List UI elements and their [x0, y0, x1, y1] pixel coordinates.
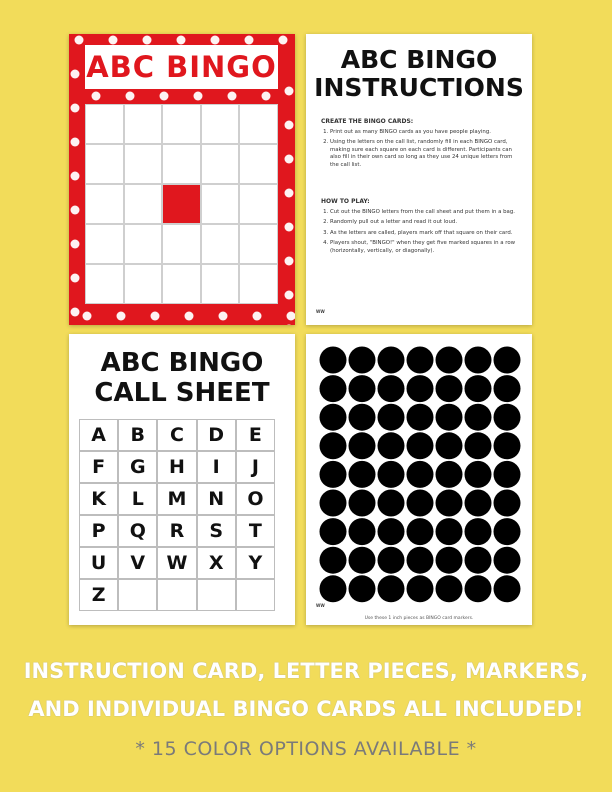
- bingo-marker-circle: [436, 432, 463, 459]
- bingo-marker-circle: [465, 347, 492, 374]
- bingo-square: [201, 144, 240, 184]
- polka-dot: [71, 206, 80, 215]
- call-letter-r: R: [157, 515, 196, 547]
- bingo-grid: [85, 104, 278, 304]
- bingo-marker-circle: [378, 518, 405, 545]
- bingo-marker-circle: [320, 461, 347, 488]
- bingo-square: [162, 264, 201, 304]
- bingo-marker-circle: [465, 490, 492, 517]
- bingo-square: [239, 144, 278, 184]
- call-letter-w: W: [157, 547, 196, 579]
- bingo-marker-circle: [407, 518, 434, 545]
- bingo-marker-circle: [407, 404, 434, 431]
- call-sheet-title-line2: CALL SHEET: [94, 378, 270, 408]
- call-empty-cell: [197, 579, 236, 611]
- polka-dot: [185, 312, 194, 321]
- bingo-square: [85, 184, 124, 224]
- brand-logo: WW: [316, 309, 325, 314]
- bingo-marker-circle: [378, 347, 405, 374]
- polka-dot: [287, 312, 296, 321]
- bingo-marker-circle: [349, 518, 376, 545]
- call-letter-b: B: [118, 419, 157, 451]
- bingo-marker-circle: [378, 375, 405, 402]
- bingo-marker-circle: [320, 518, 347, 545]
- polka-dot: [71, 104, 80, 113]
- polka-dot: [253, 312, 262, 321]
- bingo-marker-circle: [320, 404, 347, 431]
- bingo-marker-circle: [494, 375, 521, 402]
- bingo-marker-circle: [349, 575, 376, 602]
- play-step: 4. Players shout, "BINGO!" when they get five marked squares in a row (horizontally, vertically, or diagonally).: [330, 240, 522, 255]
- polka-dot: [245, 36, 254, 45]
- call-letter-u: U: [79, 547, 118, 579]
- bingo-marker-circle: [320, 432, 347, 459]
- polka-dot: [285, 121, 294, 130]
- color-options-note: * 15 COLOR OPTIONS AVAILABLE *: [135, 738, 477, 760]
- bingo-marker-circle: [407, 432, 434, 459]
- bingo-marker-circle: [378, 432, 405, 459]
- markers-caption: Use these 1 inch pieces as BINGO card markers.: [364, 616, 474, 621]
- call-letter-v: V: [118, 547, 157, 579]
- bingo-marker-circle: [465, 518, 492, 545]
- bingo-marker-circle: [378, 461, 405, 488]
- bingo-square: [85, 224, 124, 264]
- polka-dot: [71, 240, 80, 249]
- polka-dot: [219, 312, 228, 321]
- bingo-square: [162, 224, 201, 264]
- bingo-marker-circle: [436, 461, 463, 488]
- bingo-card-preview: [69, 34, 295, 325]
- bingo-marker-circle: [407, 575, 434, 602]
- bingo-marker-circle: [407, 347, 434, 374]
- bingo-card-title: ABC BINGO: [86, 50, 277, 84]
- bingo-marker-circle: [320, 347, 347, 374]
- headline-line1: INSTRUCTION CARD, LETTER PIECES, MARKERS,: [23, 659, 589, 683]
- call-letter-z: Z: [79, 579, 118, 611]
- bingo-marker-circle: [494, 404, 521, 431]
- play-step: 2. Randomly pull out a letter and read it out loud.: [330, 219, 522, 227]
- bingo-marker-circle: [349, 490, 376, 517]
- bingo-marker-circle: [349, 404, 376, 431]
- call-empty-cell: [236, 579, 275, 611]
- headline-line2: AND INDIVIDUAL BINGO CARDS ALL INCLUDED!: [28, 697, 584, 721]
- call-empty-cell: [157, 579, 196, 611]
- bingo-square: [124, 264, 163, 304]
- bingo-marker-circle: [494, 547, 521, 574]
- bingo-marker-circle: [407, 375, 434, 402]
- instructions-title-line1: ABC BINGO: [340, 45, 498, 74]
- bingo-square: [239, 184, 278, 224]
- bingo-marker-circle: [436, 575, 463, 602]
- bingo-marker-circle: [378, 575, 405, 602]
- bingo-marker-circle: [320, 375, 347, 402]
- polka-dot: [143, 36, 152, 45]
- bingo-marker-circle: [436, 518, 463, 545]
- instructions-title-line2: INSTRUCTIONS: [314, 73, 524, 102]
- markers-card-preview: [306, 334, 532, 625]
- bingo-square: [124, 224, 163, 264]
- bingo-marker-circle: [378, 404, 405, 431]
- call-letter-m: M: [157, 483, 196, 515]
- call-letter-s: S: [197, 515, 236, 547]
- bingo-marker-circle: [436, 375, 463, 402]
- polka-dot: [117, 312, 126, 321]
- polka-dot: [285, 223, 294, 232]
- call-letter-y: Y: [236, 547, 275, 579]
- polka-dot: [285, 189, 294, 198]
- bingo-marker-circle: [465, 547, 492, 574]
- bingo-square: [201, 184, 240, 224]
- bingo-square: [85, 104, 124, 144]
- polka-dot: [92, 92, 101, 101]
- bingo-square: [201, 104, 240, 144]
- bingo-marker-circle: [494, 575, 521, 602]
- polka-dot: [75, 36, 84, 45]
- bingo-marker-circle: [436, 347, 463, 374]
- polka-dot: [279, 36, 288, 45]
- bingo-marker-circle: [494, 432, 521, 459]
- bingo-marker-circle: [349, 432, 376, 459]
- call-letter-k: K: [79, 483, 118, 515]
- bingo-marker-circle: [320, 575, 347, 602]
- bingo-marker-circle: [494, 461, 521, 488]
- create-section: [321, 118, 522, 172]
- bingo-square: [124, 104, 163, 144]
- bingo-marker-circle: [465, 404, 492, 431]
- create-heading: CREATE THE BINGO CARDS:: [321, 118, 414, 125]
- call-letter-t: T: [236, 515, 275, 547]
- bingo-marker-circle: [494, 490, 521, 517]
- bingo-square: [85, 264, 124, 304]
- polka-dot: [285, 291, 294, 300]
- bingo-square: [239, 264, 278, 304]
- call-letter-f: F: [79, 451, 118, 483]
- bingo-free-square: [162, 184, 201, 224]
- call-letter-h: H: [157, 451, 196, 483]
- play-heading: HOW TO PLAY:: [321, 198, 370, 205]
- bingo-square: [124, 144, 163, 184]
- bingo-marker-circle: [407, 490, 434, 517]
- call-letter-j: J: [236, 451, 275, 483]
- bingo-marker-circle: [465, 375, 492, 402]
- bingo-marker-circle: [465, 461, 492, 488]
- create-step: 1. Print out as many BINGO cards as you have people playing.: [330, 129, 522, 137]
- bingo-marker-circle: [436, 547, 463, 574]
- bingo-marker-circle: [436, 490, 463, 517]
- call-sheet-grid: [79, 419, 275, 611]
- polka-dot: [109, 36, 118, 45]
- call-letter-c: C: [157, 419, 196, 451]
- call-sheet-preview: [69, 334, 295, 625]
- instructions-card-preview: [306, 34, 532, 325]
- polka-dot: [151, 312, 160, 321]
- bingo-marker-circle: [407, 547, 434, 574]
- call-letter-o: O: [236, 483, 275, 515]
- bingo-marker-circle: [494, 347, 521, 374]
- call-letter-p: P: [79, 515, 118, 547]
- polka-dot: [194, 92, 203, 101]
- call-letter-x: X: [197, 547, 236, 579]
- bingo-marker-circle: [436, 404, 463, 431]
- bingo-marker-circle: [349, 375, 376, 402]
- polka-dot: [71, 172, 80, 181]
- bingo-marker-circle: [349, 547, 376, 574]
- play-section: [321, 198, 522, 258]
- call-letter-d: D: [197, 419, 236, 451]
- polka-dot: [211, 36, 220, 45]
- bingo-marker-circle: [349, 347, 376, 374]
- included-items-headline: [0, 652, 612, 728]
- polka-dot: [126, 92, 135, 101]
- polka-dot: [160, 92, 169, 101]
- bingo-marker-circle: [465, 575, 492, 602]
- polka-dot: [177, 36, 186, 45]
- call-letter-e: E: [236, 419, 275, 451]
- polka-dot: [285, 155, 294, 164]
- polka-dot: [228, 92, 237, 101]
- bingo-marker-circle: [378, 547, 405, 574]
- bingo-square: [239, 104, 278, 144]
- polka-dot: [71, 274, 80, 283]
- polka-dot: [285, 87, 294, 96]
- polka-dot: [71, 308, 80, 317]
- play-step: 1. Cut out the BINGO letters from the call sheet and put them in a bag.: [330, 209, 522, 217]
- bingo-square: [124, 184, 163, 224]
- bingo-title-box: [85, 45, 278, 89]
- bingo-square: [201, 224, 240, 264]
- bingo-square: [201, 264, 240, 304]
- bingo-markers: [306, 334, 532, 625]
- polka-dot: [83, 312, 92, 321]
- bingo-marker-circle: [378, 490, 405, 517]
- bingo-square: [162, 144, 201, 184]
- instructions-title: [306, 46, 532, 102]
- call-letter-a: A: [79, 419, 118, 451]
- bingo-marker-circle: [465, 432, 492, 459]
- call-sheet-title: [69, 348, 295, 408]
- bingo-marker-circle: [320, 547, 347, 574]
- bingo-square: [162, 104, 201, 144]
- bingo-marker-circle: [320, 490, 347, 517]
- bingo-marker-circle: [407, 461, 434, 488]
- create-step: 2. Using the letters on the call list, randomly fill in each BINGO card, making sure each square on each card is different. Participants can also fill in their own card so long as they use 24 unique letters from the call list.: [330, 139, 522, 169]
- call-letter-g: G: [118, 451, 157, 483]
- polka-dot: [285, 325, 294, 326]
- call-sheet-title-line1: ABC BINGO: [100, 348, 264, 378]
- call-letter-q: Q: [118, 515, 157, 547]
- call-letter-l: L: [118, 483, 157, 515]
- polka-dot: [71, 138, 80, 147]
- play-step: 3. As the letters are called, players mark off that square on their card.: [330, 230, 522, 238]
- call-empty-cell: [118, 579, 157, 611]
- call-letter-n: N: [197, 483, 236, 515]
- bingo-marker-circle: [494, 518, 521, 545]
- polka-dot: [71, 70, 80, 79]
- polka-dot: [285, 257, 294, 266]
- bingo-marker-circle: [349, 461, 376, 488]
- bingo-square: [239, 224, 278, 264]
- polka-dot: [262, 92, 271, 101]
- brand-logo: WW: [316, 603, 325, 608]
- bingo-square: [85, 144, 124, 184]
- call-letter-i: I: [197, 451, 236, 483]
